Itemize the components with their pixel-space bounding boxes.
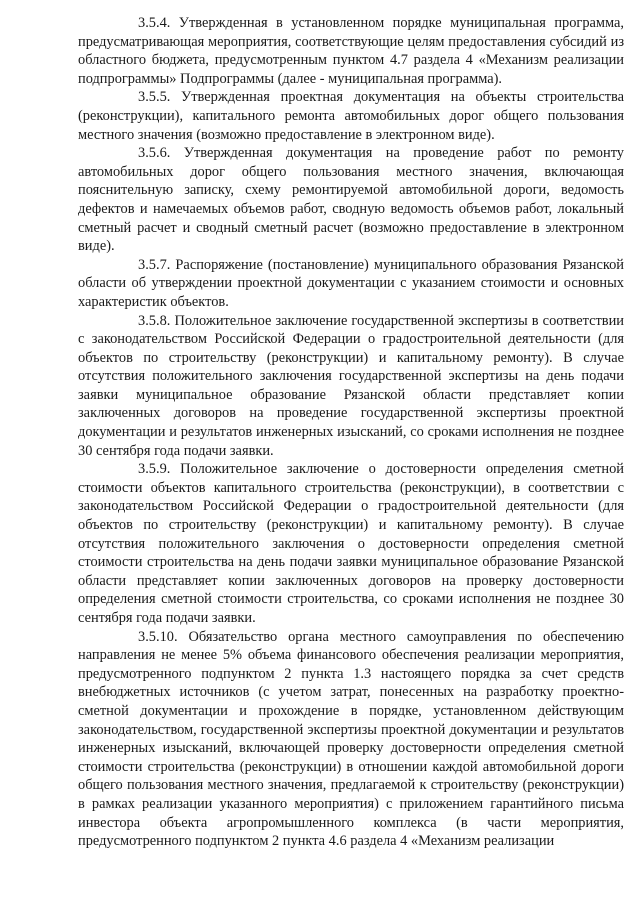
paragraph-3-5-7: 3.5.7. Распоряжение (постановление) муниципального образования Рязанской области об утверждении проектной документации с указанием стоимости и основных характеристик объектов. [78,256,624,310]
paragraph-3-5-6: 3.5.6. Утвержденная документация на проведение работ по ремонту автомобильных дорог общего пользования местного значения, включающая пояснительную записку, схему ремонтируемой автомобильной дороги, ведомость дефектов и намечаемых объемов работ, сводную ведомость объемов работ, локальный сметный расчет и сводный сметный расчет (возможно предоставление в электронном виде). [78,145,624,255]
paragraph-3-5-8: 3.5.8. Положительное заключение государственной экспертизы в соответствии с законодательством Российской Федерации о градостроительной деятельности (для объектов по строительству (реконструкции) и капитальному ремонту). В случае отсутствия положительного заключения государственной экспертизы на день подачи заявки муниципальное образование Рязанской области представляет копии заключенных договоров на проведение государственной экспертизы проектной документации и результатов инженерных изысканий, со сроками исполнения не позднее 30 сентября года подачи заявки. [78,312,624,459]
paragraph-3-5-9: 3.5.9. Положительное заключение о достоверности определения сметной стоимости объектов капитального строительства (реконструкции), в соответствии с законодательством Российской Федерации о градостроительной деятельности (для объектов по строительству (реконструкции) и капитальному ремонту). В случае отсутствия положительного заключения о достоверности определения сметной стоимости строительства на день подачи заявки муниципальное образование Рязанской области представляет копии заключенных договоров на проверку достоверности определения сметной стоимости строительства, со сроками исполнения не позднее 30 сентября года подачи заявки. [78,461,624,626]
paragraph-3-5-10: 3.5.10. Обязательство органа местного самоуправления по обеспечению направления не менее 5% объема финансового обеспечения реализации мероприятия, предусмотренного подпунктом 2 пункта 1.3 настоящего порядка за счет средств внебюджетных источников (с учетом затрат, понесенных на разработку проектно-сметной документации и прохождение в порядке, установленном действующим законодательством, государственной экспертизы проектной документации и результатов инженерных изысканий, включающей проверку достоверности определения сметной стоимости строительства (реконструкции) в отношении каждой автомобильной дороги общего пользования местного значения, предлагаемой к строительству (реконструкции) в рамках реализации указанного мероприятия) с приложением гарантийного письма инвестора объекта агропромышленного комплекса (в части мероприятия, предусмотренного подпунктом 2 пункта 4.6 раздела 4 «Механизм реализации [78,628,624,850]
paragraph-3-5-4: 3.5.4. Утвержденная в установленном порядке муниципальная программа, предусматривающая мероприятия, соответствующие целям предоставления субсидий из областного бюджета, предусмотренным пунктом 4.7 раздела 4 «Механизм реализации подпрограммы» Подпрограммы (далее - муниципальная программа). [78,15,624,87]
paragraph-3-5-5: 3.5.5. Утвержденная проектная документация на объекты строительства (реконструкции), капитального ремонта автомобильных дорог общего пользования местного значения (возможно предоставление в электронном виде). [78,89,624,143]
